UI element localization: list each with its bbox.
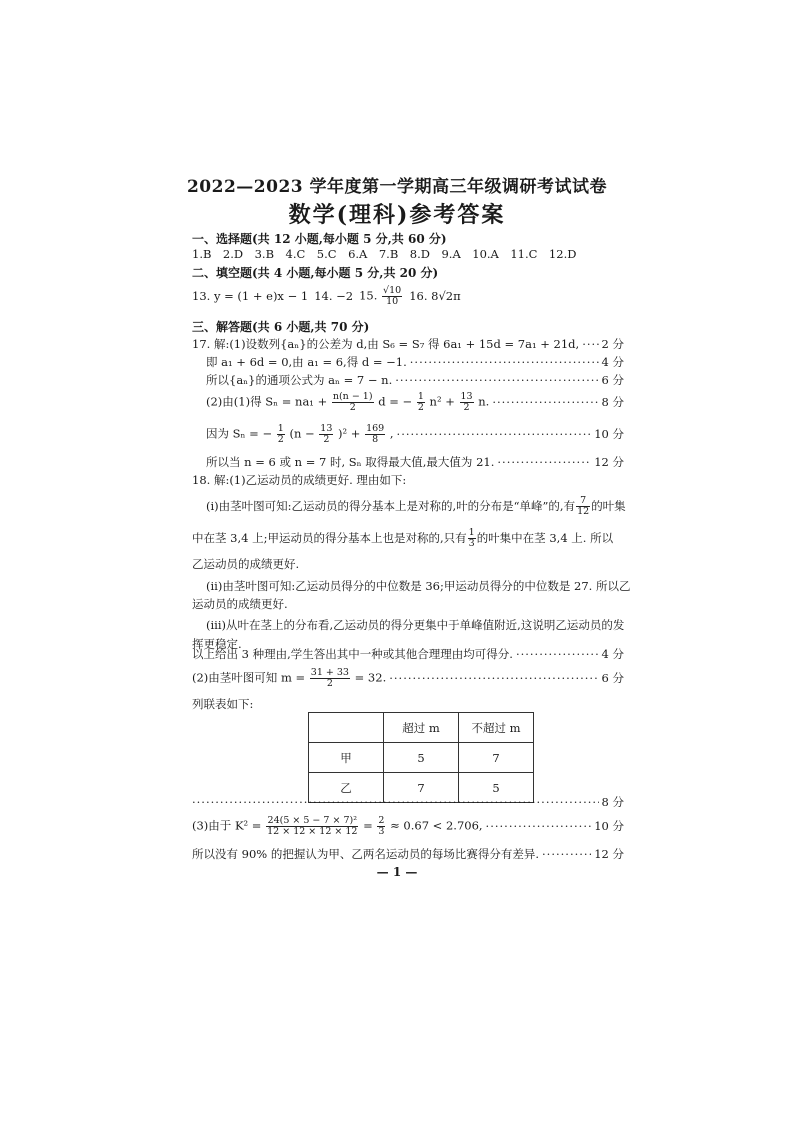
q18-reason-3-end: 挥更稳定. [192, 637, 242, 651]
section-heading-choice: 一、选择题(共 12 小题,每小题 5 分,共 60 分) [192, 232, 447, 246]
answer-14: 14. −2 [314, 289, 354, 304]
q18-line-note: 以上给出 3 种理由,学生答出其中一种或其他合理理由均可得分. ····· 4 分 [192, 646, 624, 662]
table-intro: 列联表如下: [192, 697, 254, 711]
table-header-cell: 不超过 m [459, 713, 534, 743]
q18-reason-1: (ⅰ)由茎叶图可知:乙运动员的得分基本上是对称的,叶的分布是“单峰”的,有 $\frac{7}{12}$ 的叶集 [206, 495, 626, 517]
choice-answers: 1.B 2.D 3.B 4.C 5.C 6.A 7.B 8.D 9.A 10.A 11.C 12.D [192, 247, 577, 261]
table-cell: 甲 [309, 743, 384, 773]
q18-line-1: 18. 解:(1)乙运动员的成绩更好. 理由如下: [192, 473, 407, 487]
table-header-cell [309, 713, 384, 743]
q18-table-score [192, 794, 624, 810]
score-label: 10 分 [594, 427, 624, 442]
q18-median-line: (2)由茎叶图可知 m = $\frac{31 + 33}{2}$ = 32. ····· 6 分 [192, 668, 624, 689]
table-cell: 7 [459, 743, 534, 773]
section-heading-solutions: 三、解答题(共 6 小题,共 70 分) [192, 320, 370, 334]
table-cell: 5 [459, 773, 534, 803]
table-header-row [309, 713, 534, 743]
q17-line-4: (2)由(1)得 Sₙ = na₁ + $\frac{n(n - 1)}{2}$ d = − $\frac{1}{2}$ n² + $\frac{13}{2}$ n. ····· 8 分 [206, 392, 624, 413]
score-label: 2 分 [601, 337, 624, 351]
q18-reason-1-end: 乙运动员的成绩更好. [192, 557, 300, 571]
contingency-table [308, 712, 534, 803]
score-label: 6 分 [601, 373, 624, 387]
answer-key-title: 数学(理科)参考答案 [288, 202, 506, 228]
table-header-cell: 超过 m [384, 713, 459, 743]
fill-answers [192, 286, 461, 307]
section-heading-fill: 二、填空题(共 4 小题,每小题 5 分,共 20 分) [192, 266, 439, 280]
table-cell: 7 [384, 773, 459, 803]
answer-16: 16. 8√2π [409, 289, 461, 304]
table-cell: 乙 [309, 773, 384, 803]
q17-line-5: 因为 Sₙ = − $\frac{1}{2}$ (n − $\frac{13}{2}$ )² + $\frac{169}{8}$ , ····· 10 分 [206, 424, 624, 445]
score-label: 10 分 [594, 819, 624, 834]
table-row [309, 743, 534, 773]
score-label: 12 分 [594, 847, 624, 861]
score-label: 6 分 [601, 671, 624, 686]
q17-line-6: 所以当 n = 6 或 n = 7 时, Sₙ 取得最大值,最大值为 21. ····· 12 分 [206, 454, 624, 470]
table-cell: 5 [384, 743, 459, 773]
exam-title: 2022—2023 学年度第一学期高三年级调研考试试卷 [186, 177, 608, 197]
answer-15: 15. $\frac{√10}{10}$ [359, 285, 402, 307]
q17-line-2: 即 a₁ + 6d = 0,由 a₁ = 6,得 d = −1. ····· 4 分 [206, 354, 624, 370]
fraction: $\frac{√10}{10}$ [383, 285, 402, 307]
score-label: 8 分 [601, 395, 624, 410]
score-label: 4 分 [601, 355, 624, 369]
q18-reason-2-end: 运动员的成绩更好. [192, 597, 288, 611]
q18-conclusion: 所以没有 90% 的把握认为甲、乙两名运动员的每场比赛得分有差异. ····· 12 分 [192, 846, 624, 862]
score-label: 8 分 [601, 795, 624, 809]
score-label: 4 分 [601, 647, 624, 661]
q18-reason-1-cont: 中在茎 3,4 上;甲运动员的得分基本上也是对称的,只有 $\frac{1}{3}$ 的叶集中在茎 3,4 上. 所以 [192, 527, 614, 549]
q17-line-1: 17. 解:(1)设数列{aₙ}的公差为 d,由 S₆ = S₇ 得 6a₁ + 15d = 7a₁ + 21d, ····· 2 分 [192, 336, 624, 352]
q18-reason-3: (ⅲ)从叶在茎上的分布看,乙运动员的得分更集中于单峰值附近,这说明乙运动员的发 [206, 618, 625, 632]
answer-13: 13. y = (1 + e)x − 1 [192, 289, 309, 304]
q17-line-3: 所以{aₙ}的通项公式为 aₙ = 7 − n. ····· 6 分 [206, 372, 624, 388]
q18-reason-2: (ⅱ)由茎叶图可知:乙运动员得分的中位数是 36;甲运动员得分的中位数是 27. 所以乙 [206, 579, 631, 593]
score-label: 12 分 [594, 455, 624, 469]
q18-k2-line: (3)由于 K² = $\frac{\text{24(5 × 5 − 7 × 7)²}}{12 \times 12 \times 12 \times 12}$ = $\frac{2}{3}$ ≈ 0.67 < 2.706, ····· 10 分 [192, 816, 624, 837]
page-number: — 1 — [376, 865, 418, 879]
